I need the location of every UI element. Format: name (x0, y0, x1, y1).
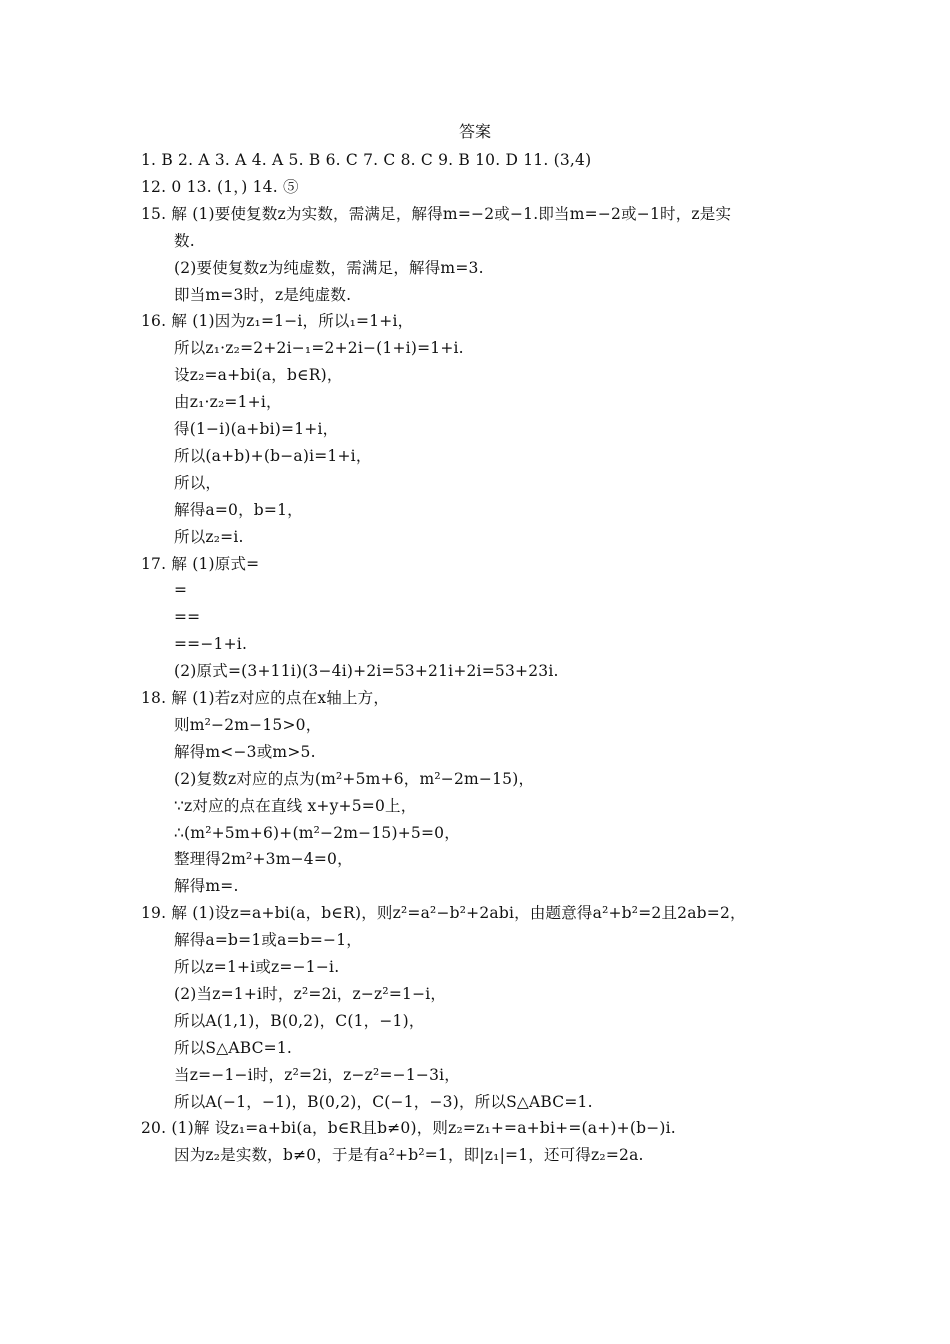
answer-line: 1. B 2. A 3. A 4. A 5. B 6. C 7. C 8. C 9. B 10. D 11. (3,4) (141, 151, 592, 169)
page-title: 答案 (458, 122, 491, 141)
answer-line: 设z₂=a+bi(a，b∈R)， (174, 366, 343, 385)
answer-line: 整理得2m²+3m−4=0， (174, 850, 353, 869)
answer-line: ∵z对应的点在直线 x+y+5=0上， (174, 796, 417, 815)
answer-line: 解得m=. (174, 877, 239, 896)
answer-line: 15. 解 (1)要使复数z为实数，需满足，解得m=−2或−1.即当m=−2或−1时，z是实 (141, 204, 732, 223)
answer-line: 18. 解 (1)若z对应的点在x轴上方， (141, 689, 390, 707)
answer-line: (2)原式=(3+11i)(3−4i)+2i=53+21i+2i=53+23i. (174, 662, 559, 681)
answer-line: 解得m<−3或m>5. (174, 742, 316, 761)
answer-line: 所以(a+b)+(b−a)i=1+i， (174, 446, 372, 465)
answer-line: (2)复数z对应的点为(m²+5m+6，m²−2m−15)， (174, 769, 535, 788)
answer-line: 所以， (174, 473, 222, 492)
answer-line: 20. (1)解 设z₁=a+bi(a，b∈R且b≠0)，则z₂=z₁+=a+bi+=(a+)+(b−)i. (141, 1119, 676, 1138)
answer-line: == (174, 608, 201, 627)
answer-line: 解得a=b=1或a=b=−1， (174, 931, 362, 950)
answer-line: 所以S△ABC=1. (174, 1038, 293, 1057)
answer-line: 解得a=0，b=1， (174, 500, 303, 519)
answer-line: 得(1−i)(a+bi)=1+i， (174, 420, 339, 438)
answer-line: 即当m=3时，z是纯虚数. (174, 285, 352, 304)
answer-line: 当z=−1−i时，z²=2i，z−z²=−1−3i， (174, 1065, 461, 1084)
answer-line: ∴(m²+5m+6)+(m²−2m−15)+5=0， (174, 823, 460, 842)
answer-line: 所以z₂=i. (174, 527, 244, 546)
answer-line: = (174, 581, 188, 600)
answer-line: (2)要使复数z为纯虚数，需满足，解得m=3. (174, 258, 484, 277)
answer-line: (2)当z=1+i时，z²=2i，z−z²=1−i， (174, 984, 447, 1003)
answer-line: 因为z₂是实数，b≠0，于是有a²+b²=1，即|z₁|=1，还可得z₂=2a. (174, 1146, 644, 1165)
answer-line: 12. 0 13. (1，) 14. ⑤ (141, 177, 299, 196)
answer-line: 所以z=1+i或z=−1−i. (174, 958, 340, 976)
answer-line: 16. 解 (1)因为z₁=1−i，所以₁=1+i， (141, 312, 414, 331)
answer-line: 19. 解 (1)设z=a+bi(a，b∈R)，则z²=a²−b²+2abi，由题意得a²+b²=2且2ab=2， (141, 904, 746, 923)
answer-line: 则m²−2m−15>0， (174, 715, 322, 734)
answer-line: 所以z₁·z₂=2+2i−₁=2+2i−(1+i)=1+i. (174, 339, 464, 358)
answer-line: ==−1+i. (174, 635, 248, 654)
answer-line: 所以A(−1，−1)，B(0,2)，C(−1，−3)，所以S△ABC=1. (174, 1092, 593, 1111)
answer-line: 所以A(1,1)，B(0,2)，C(1，−1)， (174, 1011, 425, 1030)
answer-line: 由z₁·z₂=1+i， (174, 393, 282, 412)
answer-line: 17. 解 (1)原式= (141, 554, 260, 573)
answer-line: 数. (174, 231, 195, 250)
